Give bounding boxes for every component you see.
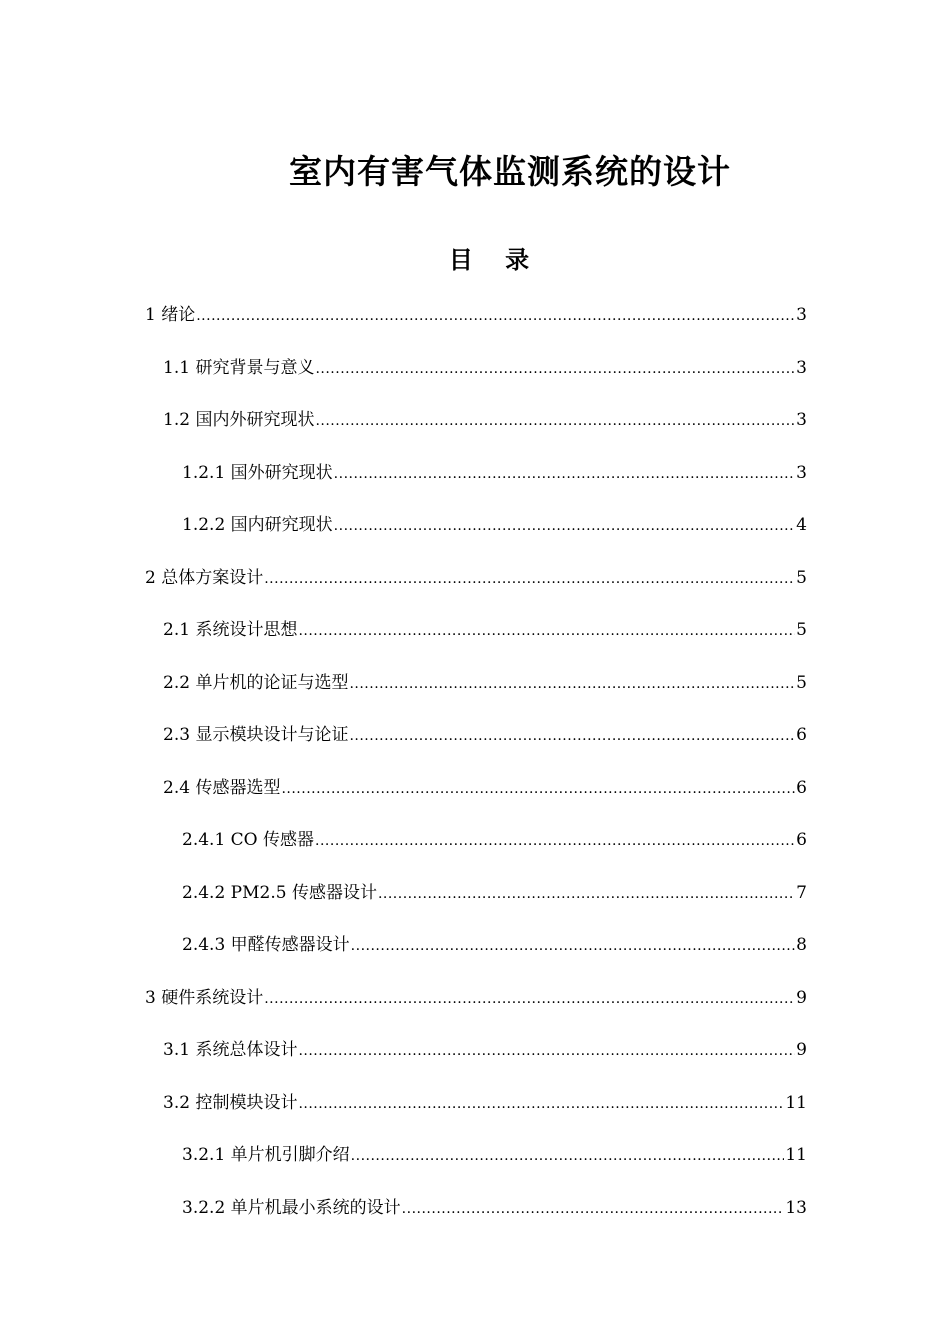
- toc-entry[interactable]: [145, 828, 807, 881]
- toc-dot-leader: [351, 934, 796, 958]
- toc-dot-leader: [402, 1197, 785, 1221]
- toc-entry-page-number: 7: [796, 882, 807, 903]
- toc-dot-leader: [315, 357, 795, 381]
- toc-entry[interactable]: [145, 303, 807, 356]
- toc-entry-page-number: 9: [796, 987, 807, 1008]
- toc-entry-page-number: 8: [796, 935, 807, 955]
- toc-dot-leader: [349, 672, 795, 696]
- toc-dot-leader: [378, 882, 795, 906]
- toc-entry[interactable]: [145, 513, 807, 566]
- toc-entry-label: 3.2.1 单片机引脚介绍: [182, 1145, 350, 1165]
- toc-entry-label: 2 总体方案设计: [145, 567, 264, 588]
- toc-dot-leader: [264, 567, 795, 591]
- toc-entry-page-number: 3: [796, 410, 807, 430]
- toc-entry[interactable]: [145, 356, 807, 409]
- toc-dot-leader: [298, 619, 795, 643]
- toc-entry-page-number: 3: [796, 462, 807, 483]
- toc-entry-page-number: 9: [796, 1040, 807, 1060]
- toc-dot-leader: [334, 514, 796, 538]
- toc-entry-page-number: 6: [796, 725, 807, 745]
- toc-entry-label: 2.3 显示模块设计与论证: [163, 725, 349, 745]
- toc-entry-label: 1.2.2 国内研究现状: [182, 515, 333, 535]
- toc-entry-label: 2.4 传感器选型: [163, 777, 281, 798]
- toc-entry-page-number: 13: [785, 1197, 807, 1218]
- toc-dot-leader: [349, 724, 795, 748]
- toc-dot-leader: [196, 304, 795, 328]
- toc-entry-page-number: 4: [796, 515, 807, 535]
- toc-entry[interactable]: [145, 1038, 807, 1091]
- toc-entry-page-number: 3: [796, 305, 807, 325]
- toc-entry-page-number: 5: [796, 620, 807, 640]
- toc-entry-label: 1 绪论: [145, 305, 196, 325]
- document-title: 室内有害气体监测系统的设计: [289, 152, 731, 191]
- toc-entry-label: 3.2.2 单片机最小系统的设计: [182, 1197, 401, 1218]
- toc-entry-page-number: 6: [796, 830, 807, 850]
- toc-entry[interactable]: [145, 776, 807, 829]
- toc-entry[interactable]: [145, 1143, 807, 1196]
- toc-entry-page-number: 11: [785, 1092, 807, 1113]
- toc-entry[interactable]: [145, 933, 807, 986]
- toc-entry-label: 1.2 国内外研究现状: [163, 410, 315, 430]
- toc-entry-label: 3.1 系统总体设计: [163, 1040, 298, 1060]
- toc-entry-label: 3.2 控制模块设计: [163, 1092, 298, 1113]
- toc-dot-leader: [298, 1092, 784, 1116]
- toc-entry-label: 2.2 单片机的论证与选型: [163, 672, 349, 693]
- toc-entry-page-number: 5: [796, 672, 807, 693]
- toc-entry[interactable]: [145, 671, 807, 724]
- toc-entry-label: 1.1 研究背景与意义: [163, 357, 315, 378]
- toc-entry[interactable]: [145, 723, 807, 776]
- toc-entry[interactable]: [145, 461, 807, 514]
- toc-entry[interactable]: [145, 618, 807, 671]
- toc-entry-label: 2.1 系统设计思想: [163, 620, 298, 640]
- toc-dot-leader: [315, 829, 795, 853]
- toc-entry-page-number: 3: [796, 357, 807, 378]
- toc-entry-page-number: 6: [796, 777, 807, 798]
- toc-heading: 目 录: [448, 246, 542, 274]
- toc-entry[interactable]: [145, 1196, 807, 1249]
- toc-entry-page-number: 11: [785, 1145, 807, 1165]
- toc-dot-leader: [264, 987, 795, 1011]
- table-of-contents: [145, 303, 807, 1248]
- toc-dot-leader: [351, 1144, 785, 1168]
- toc-entry[interactable]: [145, 881, 807, 934]
- toc-entry-page-number: 5: [796, 567, 807, 588]
- toc-entry-label: 2.4.1 CO 传感器: [182, 830, 315, 850]
- toc-dot-leader: [298, 1039, 795, 1063]
- toc-dot-leader: [334, 462, 796, 486]
- toc-entry-label: 2.4.2 PM2.5 传感器设计: [182, 882, 377, 903]
- toc-entry[interactable]: [145, 566, 807, 619]
- toc-entry-label: 2.4.3 甲醛传感器设计: [182, 935, 350, 955]
- toc-entry-label: 1.2.1 国外研究现状: [182, 462, 333, 483]
- toc-entry[interactable]: [145, 408, 807, 461]
- toc-dot-leader: [281, 777, 795, 801]
- toc-dot-leader: [315, 409, 795, 433]
- toc-entry[interactable]: [145, 1091, 807, 1144]
- toc-entry[interactable]: [145, 986, 807, 1039]
- toc-entry-label: 3 硬件系统设计: [145, 987, 264, 1008]
